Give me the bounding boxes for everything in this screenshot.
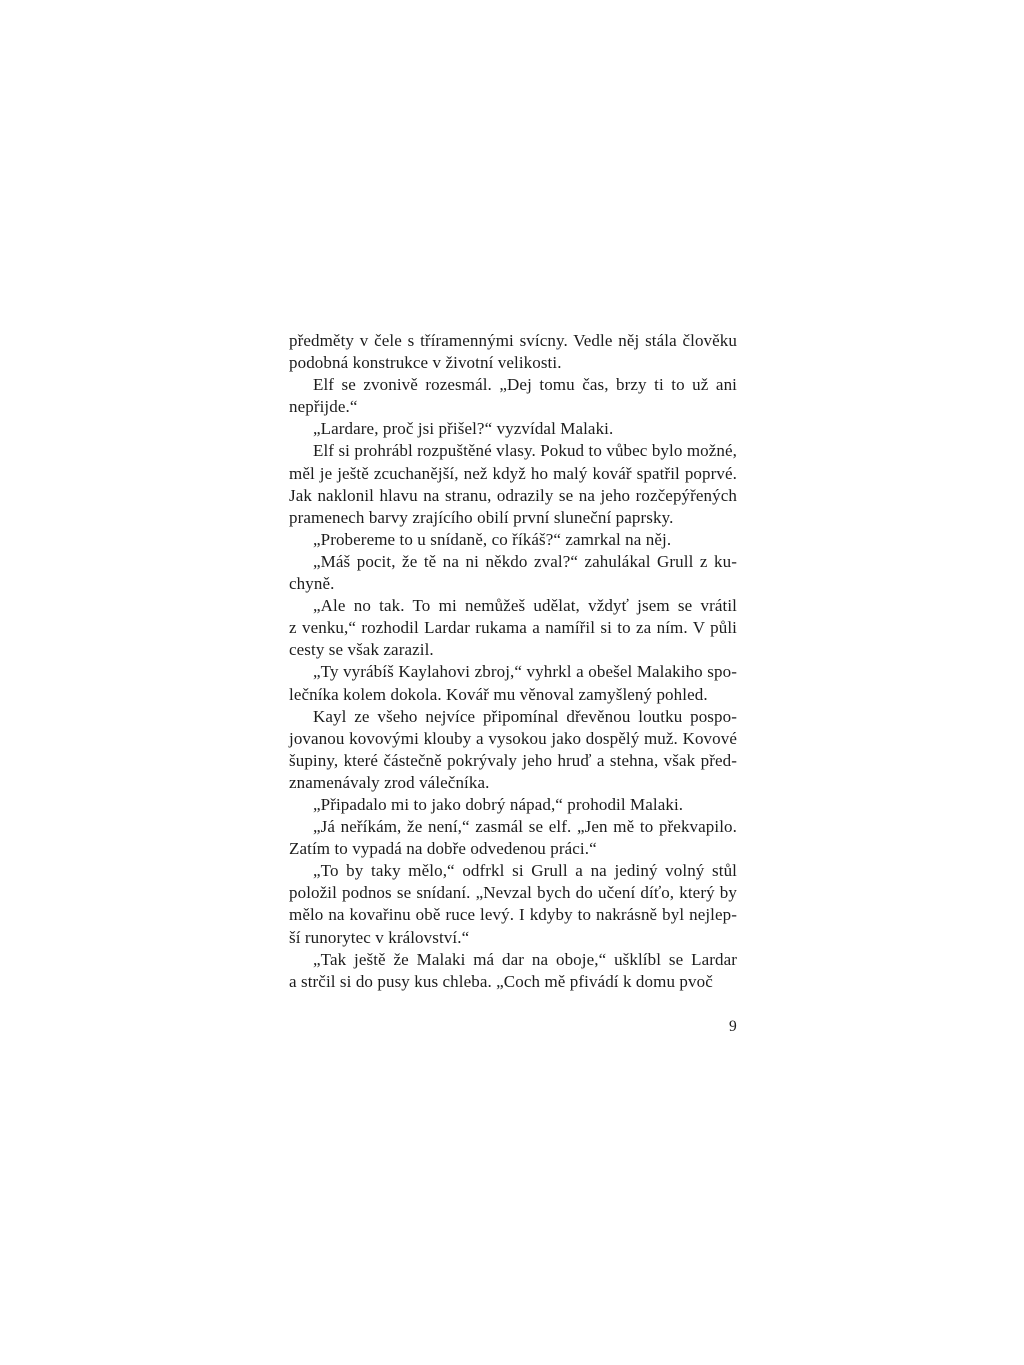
text-line: „Ty vyrábíš Kaylahovi zbroj,“ vyhrkl a obešel Malakiho spo- (313, 662, 737, 682)
text-line: „To by taky mělo,“ odfrkl si Grull a na jediný volný stůl (313, 861, 737, 881)
text-line: mělo na kovařinu obě ruce levý. I kdyby to nakrásně byl nejlep- (289, 905, 737, 925)
text-line: „Probereme to u snídaně, co říkáš?“ zamrkal na něj. (313, 529, 672, 549)
text-line: Jak naklonil hlavu na stranu, odrazily se na jeho rozčepýřených (289, 485, 737, 505)
text-line: měl je ještě zcuchanější, než když ho malý kovář spatřil poprvé. (289, 463, 737, 483)
text-line: šupiny, které částečně pokrývaly jeho hruď a stehna, však před- (289, 750, 737, 770)
text-block (289, 330, 737, 993)
text-line: chyně. (289, 574, 335, 594)
text-line: „Ale no tak. To mi nemůžeš udělat, vždyť jsem se vrátil (313, 596, 737, 616)
text-line: jovanou kovovými klouby a vysokou jako dospělý muž. Kovové (289, 728, 737, 748)
text-line: Elf si prohrábl rozpuštěné vlasy. Pokud to vůbec bylo možné, (313, 441, 737, 461)
text-line: „Já neříkám, že není,“ zasmál se elf. „Jen mě to překvapilo. (313, 817, 737, 837)
text-line: znamenávaly zrod válečníka. (289, 772, 490, 792)
text-line: cesty se však zarazil. (289, 640, 434, 660)
text-line: „Máš pocit, že tě na ni někdo zval?“ zahulákal Grull z ku- (313, 551, 737, 571)
text-line: nepřijde.“ (289, 397, 358, 417)
text-line: lečníka kolem dokola. Kovář mu věnoval zamyšlený pohled. (289, 684, 708, 704)
text-line: „Tak ještě že Malaki má dar na oboje,“ ušklíbl se Lardar (313, 949, 737, 969)
text-line: „Připadalo mi to jako dobrý nápad,“ prohodil Malaki. (313, 794, 684, 814)
page-number: 9 (729, 1018, 737, 1035)
text-line: pramenech barvy zrajícího obilí první sluneční paprsky. (289, 507, 674, 527)
text-line: ší runorytec v království.“ (289, 927, 470, 947)
text-line: podobná konstrukce v životní velikosti. (289, 353, 562, 373)
text-line: položil podnos se snídaní. „Nevzal bych do učení díťo, který by (289, 883, 737, 903)
text-line: z venku,“ rozhodil Lardar rukama a namířil si to za ním. V půli (289, 618, 737, 638)
text-line: „Lardare, proč jsi přišel?“ vyzvídal Malaki. (313, 419, 614, 439)
text-line: a strčil si do pusy kus chleba. „Coch mě pfivádí k domu pvoč (289, 971, 713, 991)
text-line: předměty v čele s tříramennými svícny. Vedle něj stála člověku (289, 331, 737, 350)
text-line: Elf se zvonivě rozesmál. „Dej tomu čas, brzy ti to už ani (313, 375, 737, 395)
text-line: Kayl ze všeho nejvíce připomínal dřevěnou loutku pospo- (313, 706, 737, 726)
text-line: Zatím to vypadá na dobře odvedenou práci.“ (289, 839, 597, 859)
